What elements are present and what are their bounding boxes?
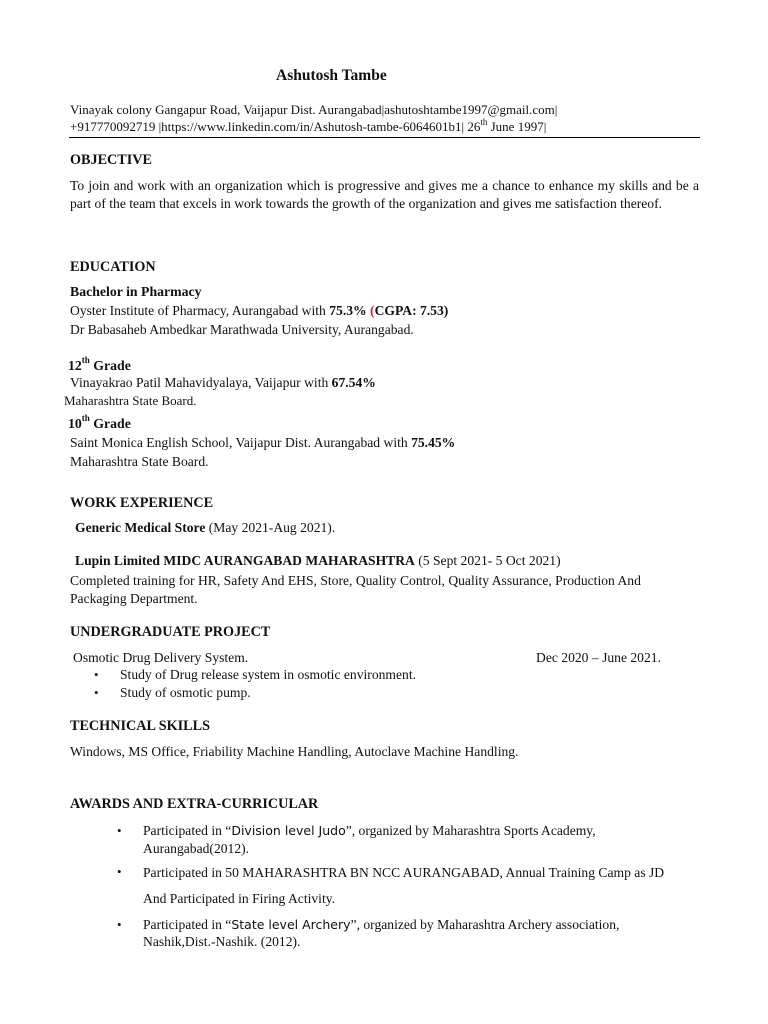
contact-line-2-end: June 1997| (487, 119, 547, 135)
skills-text: Windows, MS Office, Friability Machine Handling, Autoclave Machine Handling. (70, 744, 519, 759)
list-item: • Study of Drug release system in osmotic environment. (120, 666, 416, 684)
grade12-school-text: Vinayakrao Patil Mahavidyalaya, Vaijapur with (70, 375, 332, 390)
job-generic-medical (75, 519, 335, 537)
award-2-text: Participated in 50 MAHARASHTRA BN NCC AURANGABAD, Annual Training Camp as JD And Participated in Firing Activity. (143, 864, 665, 906)
header-divider (69, 137, 700, 138)
grade10-suffix: th (81, 413, 90, 424)
job-2-employer: Lupin Limited MIDC AURANGABAD MAHARASHTRA (75, 553, 415, 568)
grade10-number: 10 (68, 416, 82, 431)
award-1-event: Division level Judo (231, 823, 346, 838)
grade10-label: Grade (89, 416, 131, 431)
grade12-board: Maharashtra State Board. (64, 393, 197, 408)
job-1-employer: Generic Medical Store (75, 520, 206, 535)
resume-name: Ashutosh Tambe (276, 67, 387, 84)
awards-list (143, 822, 688, 951)
award-1-suffix: ”, organized by Maharashtra Sports Academy, Aurangabad(2012). (143, 823, 596, 856)
contact-line-2-main: +917770092719 |https://www.linkedin.com/in/Ashutosh-tambe-6064601b1| 26 (70, 119, 481, 135)
work-heading: WORK EXPERIENCE (70, 495, 214, 511)
dob-suffix: th (480, 116, 488, 127)
awards-heading: AWARDS AND EXTRA-CURRICULAR (70, 796, 319, 812)
project-bullets (120, 666, 416, 702)
award-1-prefix: Participated in “ (143, 823, 232, 838)
grade12-label: Grade (89, 358, 131, 373)
grade10-school-text: Saint Monica English School, Vaijapur Dist. Aurangabad with (70, 435, 412, 450)
list-item (143, 916, 688, 952)
grade12-suffix: th (81, 355, 90, 366)
grade10-school (70, 434, 455, 452)
contact-line-1: Vinayak colony Gangapur Road, Vaijapur Dist. Aurangabad|ashutoshtambe1997@gmail.com| (70, 102, 558, 117)
contact-info (70, 101, 690, 136)
job-2-description: Completed training for HR, Safety And EHS, Store, Quality Control, Quality Assurance, Production And Packaging Department. (70, 573, 641, 606)
bpharm-institute-text: Oyster Institute of Pharmacy, Aurangabad with (70, 303, 330, 318)
project-dates: Dec 2020 – June 2021. (536, 650, 661, 665)
project-heading: UNDERGRADUATE PROJECT (70, 624, 271, 640)
grade12-school (70, 374, 376, 392)
bpharm-title: Bachelor in Pharmacy (70, 284, 202, 299)
list-item (143, 822, 688, 858)
objective-text: To join and work with an organization which is progressive and gives me a chance to enhance my skills and be a part of the team that excels in work towards the growth of the organization and gives me satisfaction thereof. (70, 178, 699, 211)
grade12-percentage: 67.54% (331, 375, 376, 390)
grade10-board: Maharashtra State Board. (70, 454, 209, 469)
list-item: • Study of osmotic pump. (120, 684, 416, 702)
grade10-title (68, 415, 131, 433)
skills-heading: TECHNICAL SKILLS (70, 718, 210, 734)
job-1-dates: (May 2021-Aug 2021). (205, 520, 336, 535)
bpharm-open-paren: ( (366, 303, 375, 318)
bpharm-university: Dr Babasaheb Ambedkar Marathwada University, Aurangabad. (70, 322, 414, 337)
list-item (143, 860, 688, 912)
project-title: Osmotic Drug Delivery System. (73, 650, 249, 665)
job-2-dates: (5 Sept 2021- 5 Oct 2021) (414, 553, 561, 568)
grade12-number: 12 (68, 358, 82, 373)
grade12-title (68, 357, 131, 375)
award-3-suffix: ”, organized by Maharashtra Archery association, Nashik,Dist.-Nashik. (2012). (143, 916, 620, 950)
bpharm-institute (70, 302, 448, 320)
grade10-percentage: 75.45% (411, 435, 456, 450)
bpharm-cgpa: CGPA: 7.53) (374, 303, 449, 318)
objective-heading: OBJECTIVE (70, 152, 152, 168)
education-heading: EDUCATION (70, 259, 156, 275)
contact-line-2 (70, 118, 690, 135)
award-3-event: State level Archery (231, 916, 351, 932)
bpharm-percentage: 75.3% (329, 303, 367, 318)
award-3-prefix: Participated in “ (143, 916, 232, 932)
job-lupin (75, 552, 561, 570)
